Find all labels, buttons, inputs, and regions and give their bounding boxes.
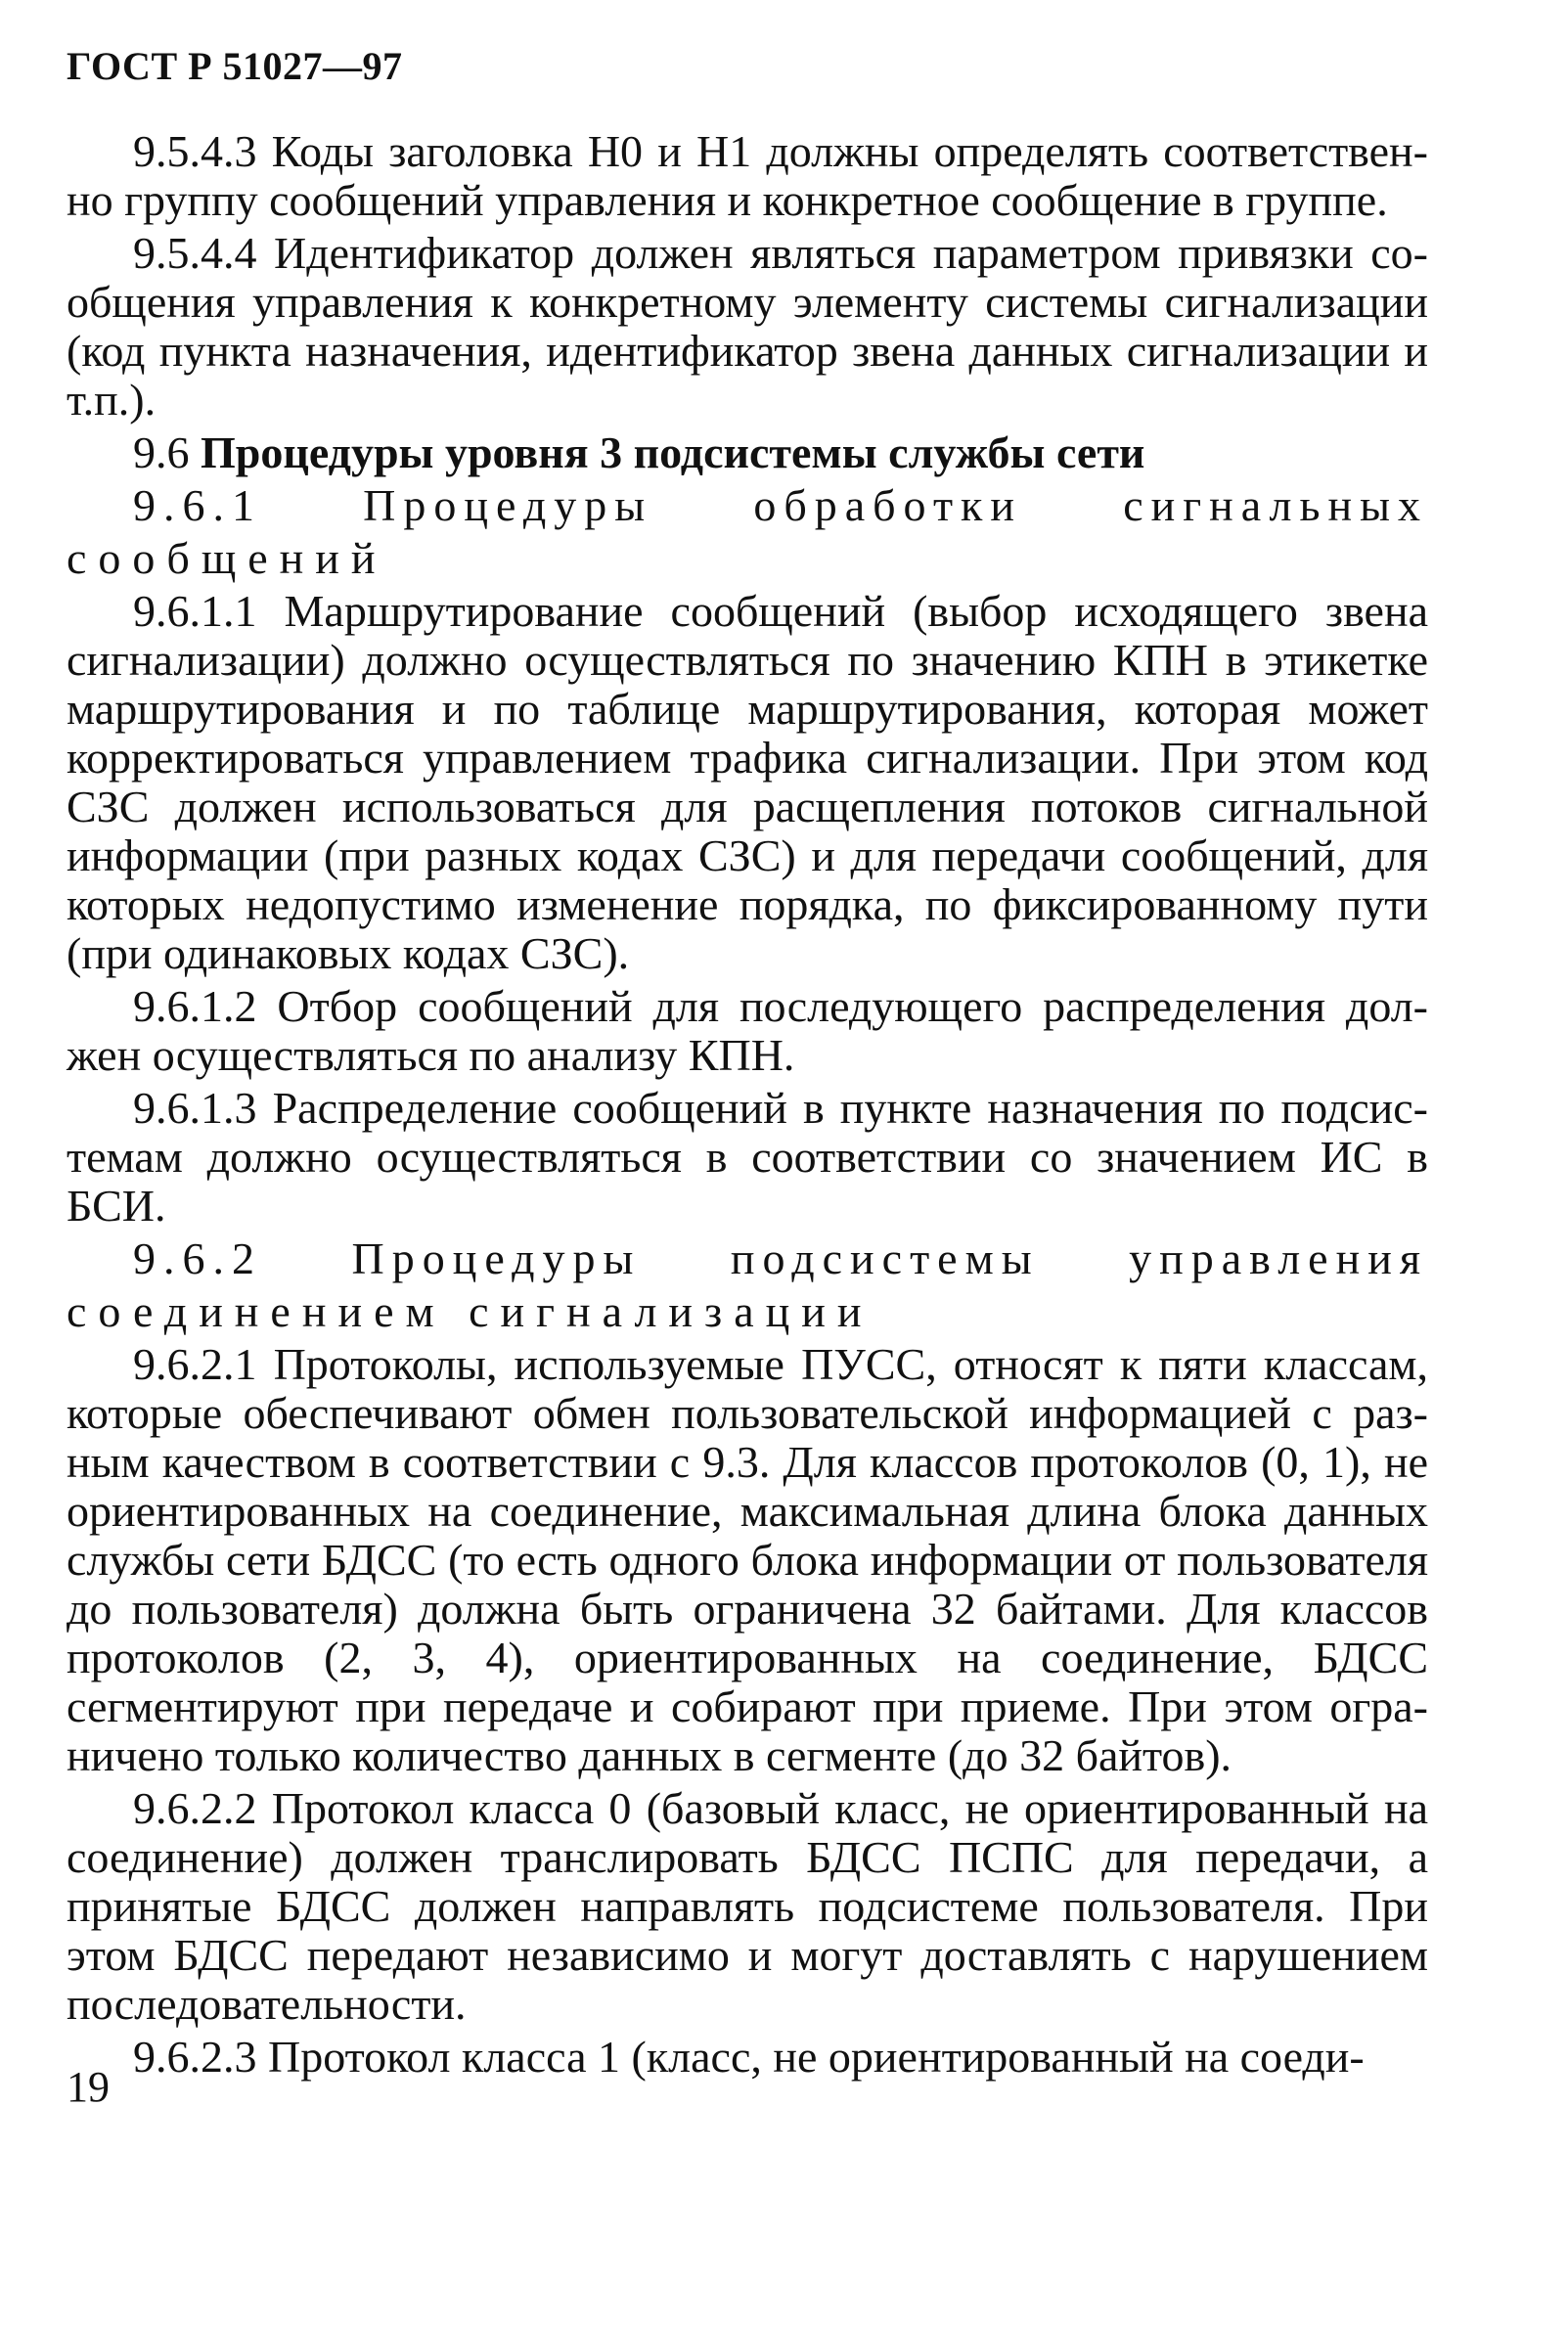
subsection-heading-9-6-1-cont: сообщений (67, 533, 387, 583)
paragraph-9-6-1-3: 9.6.1.3 Распределение сообщений в пункте назначения по подсистемам должно осуществляться в соответствии со значением ИС в БСИ. (67, 1083, 1428, 1231)
paragraph-9-5-4-3: 9.5.4.3 Коды заголовка Н0 и Н1 должны определять соответственно группу сообщений управления и конкретное сообщение в группе. (67, 126, 1428, 225)
paragraph-9-6-2-3: 9.6.2.3 Протокол класса 1 (класс, не ориентированный на соеди- (133, 2032, 1365, 2082)
document-body (67, 127, 1428, 2085)
section-heading-9-6 (67, 428, 1428, 477)
section-title: Процедуры уровня 3 подсистемы службы сети (201, 427, 1145, 477)
section-number: 9.6 (133, 427, 190, 477)
page-number: 19 (67, 2063, 110, 2111)
paragraph-9-5-4-4: 9.5.4.4 Идентификатор должен являться параметром привязки сообщения управления к конкретному элементу системы сигнализации (код пункта назначения, идентификатор звена данных сигнализации и т.п.). (67, 228, 1428, 425)
paragraph-9-6-2-1: 9.6.2.1 Протоколы, используемые ПУСС, относят к пяти классам, которые обеспечивают обмен пользовательской информацией с разным качеством в соответствии с 9.3. Для классов протоколов (0, 1), не ориентированных на соединение, максимальная длина блока данных службы сети БДСС (то есть одного блока информации от пользователя до пользователя) должна быть ограничена 32 байтами. Для классов протоколов (2, 3, 4), ориентированных на соединение, БДСС сегментируют при передаче и собирают при приеме. При этом ограничено только количество данных в сегменте (до 32 байтов). (67, 1339, 1428, 1780)
subsection-heading-9-6-1: 9.6.1 Процедуры обработки сигнальных (133, 480, 1428, 530)
subsection-heading-9-6-2-cont: соединением сигнализации (67, 1286, 874, 1336)
subsection-heading-9-6-2: 9.6.2 Процедуры подсистемы управления (133, 1233, 1428, 1283)
paragraph-9-6-1-2: 9.6.1.2 Отбор сообщений для последующего распределения должен осуществляться по анализу КПН. (67, 981, 1428, 1080)
paragraph-9-6-1-1: 9.6.1.1 Маршрутирование сообщений (выбор исходящего звена сигнализации) должно осуществляться по значению КПН в этикетке маршрутирования и по таблице маршрутирования, которая может корректироваться управлением трафика сигнализации. При этом код СЗС должен использоваться для расщепления потоков сигнальной информации (при разных кодах СЗС) и для передачи сообщений, для которых недопустимо изменение порядка, по фиксированному пути (при одинаковых кодах СЗС). (67, 586, 1428, 978)
paragraph-9-6-2-2: 9.6.2.2 Протокол класса 0 (базовый класс, не ориентированный на соединение) должен транслировать БДСС ПСПС для передачи, а принятые БДСС должен направлять подсистеме пользователя. При этом БДСС передают независимо и могут доставлять с нарушением последовательности. (67, 1783, 1428, 2029)
document-code-header: ГОСТ Р 51027—97 (67, 44, 403, 88)
